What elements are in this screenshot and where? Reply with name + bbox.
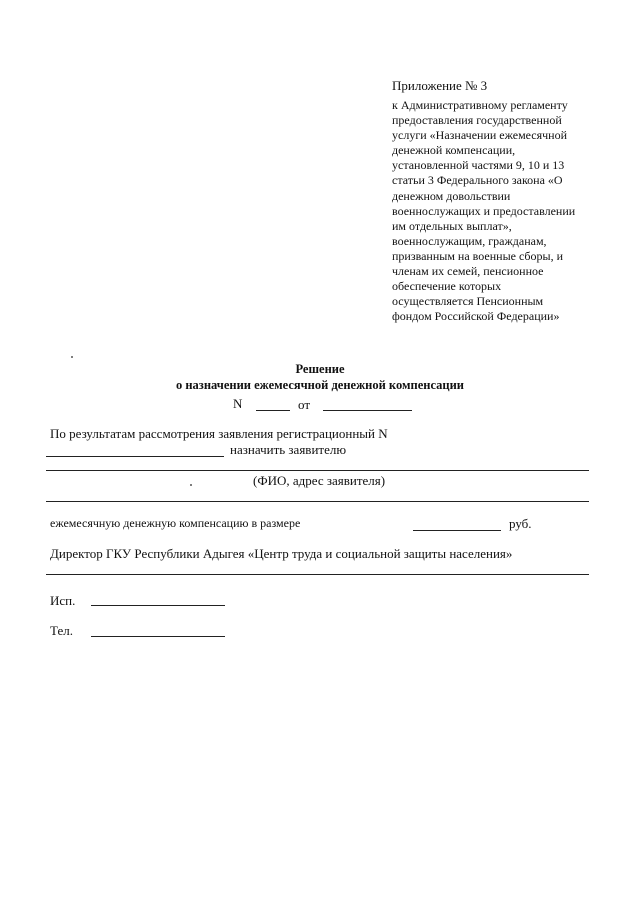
appendix-line: военнослужащим, гражданам, [392, 233, 547, 248]
assign-text: назначить заявителю [230, 442, 347, 457]
appendix-line: военнослужащих и предоставлении [392, 203, 576, 218]
appendix-line: предоставления государственной [392, 113, 562, 128]
appendix-line: членам их семей, пенсионное [392, 264, 544, 279]
applicant-caption: (ФИО, адрес заявителя) [253, 473, 386, 488]
director-text: Директор ГКУ Республики Адыгея «Центр труда и социальной защиты населения» [50, 546, 513, 561]
appendix-line: обеспечение которых [392, 279, 502, 294]
scan-speck [71, 356, 73, 358]
phone-field[interactable] [91, 636, 225, 637]
decision-title: Решение [295, 362, 345, 376]
compensation-amount-field[interactable] [413, 530, 501, 531]
results-text: По результатам рассмотрения заявления регистрационный N [50, 426, 388, 441]
appendix-line: осуществляется Пенсионным [392, 294, 544, 309]
executor-label: Исп. [50, 593, 76, 608]
applicant-field-line-1[interactable] [46, 470, 589, 471]
appendix-line: к Административному регламенту [392, 98, 568, 112]
applicant-field-line-2[interactable] [46, 501, 589, 502]
appendix-line: установленной частями 9, 10 и 13 [392, 158, 565, 173]
registration-number-field[interactable] [46, 456, 224, 457]
number-label: N [233, 396, 243, 411]
appendix-title: Приложение № 3 [392, 78, 488, 93]
decision-subtitle: о назначении ежемесячной денежной компенсации [175, 378, 465, 392]
scan-speck [190, 484, 192, 486]
phone-label: Тел. [50, 623, 73, 638]
appendix-description [392, 98, 575, 324]
appendix-line: статьи 3 Федерального закона «О [392, 173, 563, 188]
executor-field[interactable] [91, 605, 225, 606]
appendix-line: денежном довольствии [392, 188, 511, 203]
number-field[interactable] [256, 410, 290, 411]
appendix-line: им отдельных выплат», [392, 218, 512, 233]
appendix-line: фондом Российской Федерации» [392, 309, 560, 324]
date-label: от [298, 397, 311, 412]
compensation-text: ежемесячную денежную компенсацию в размере [50, 516, 301, 530]
date-field[interactable] [323, 410, 412, 411]
director-signature-line[interactable] [46, 574, 589, 575]
currency-label: руб. [509, 516, 532, 531]
appendix-line: услуги «Назначении ежемесячной [392, 128, 568, 143]
appendix-line: призванным на военные сборы, и [392, 248, 564, 263]
appendix-line: денежной компенсации, [392, 143, 516, 158]
